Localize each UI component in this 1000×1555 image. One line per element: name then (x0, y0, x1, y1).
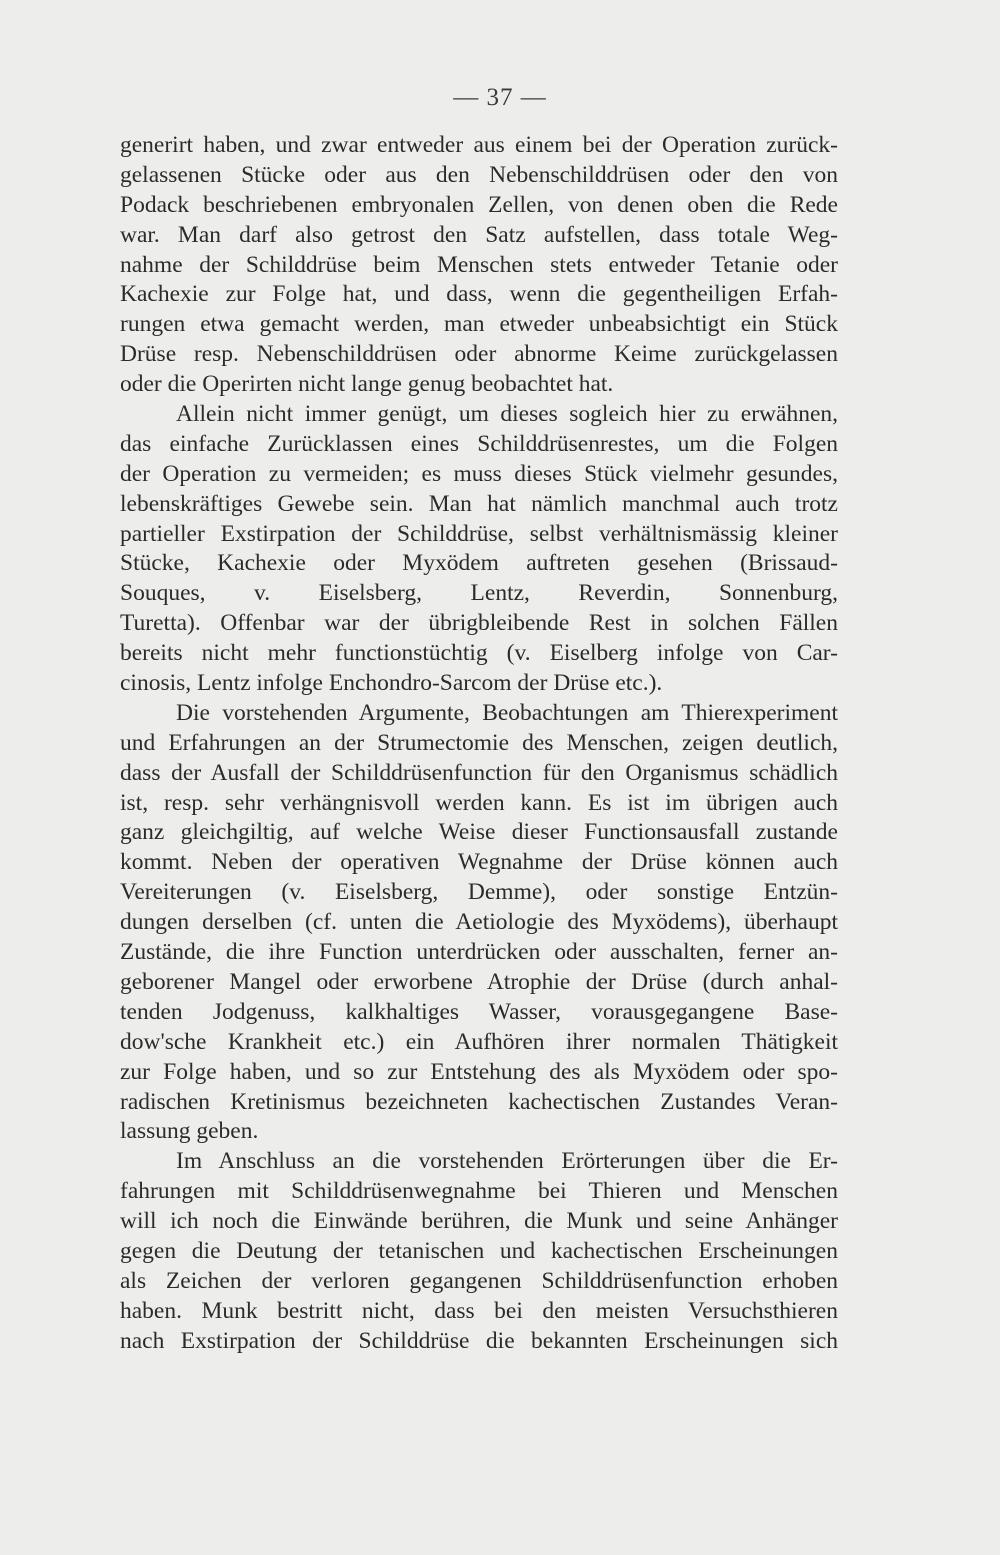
text-line: gegen die Deutung der tetanischen und kachectischen Erscheinungen (120, 1237, 838, 1264)
text-line: Drüse resp. Nebenschilddrüsen oder abnorme Keime zurückgelassen (120, 341, 838, 368)
text-line: tenden Jodgenuss, kalkhaltiges Wasser, vorausgegangene Base- (120, 998, 838, 1025)
text-line: nahme der Schilddrüse beim Menschen stets entweder Tetanie oder (120, 251, 838, 278)
text-line: Zustände, die ihre Function unterdrücken oder ausschalten, ferner an- (120, 939, 838, 966)
text-line: will ich noch die Einwände berühren, die Munk und seine Anhänger (120, 1208, 838, 1235)
text-line: lassung geben. (120, 1118, 259, 1145)
text-line: Souques, v. Eiselsberg, Lentz, Reverdin, Sonnenburg, (120, 580, 838, 607)
text-line: kommt. Neben der operativen Wegnahme der Drüse können auch (120, 849, 838, 876)
text-line: oder die Operirten nicht lange genug beobachtet hat. (120, 371, 614, 398)
text-line: dass der Ausfall der Schilddrüsenfunction für den Organismus schädlich (120, 759, 838, 786)
page-number: — 37 — (453, 84, 547, 111)
text-line: dow'sche Krankheit etc.) ein Aufhören ihrer normalen Thätigkeit (120, 1028, 838, 1055)
text-line: Podack beschriebenen embryonalen Zellen, von denen oben die Rede (120, 191, 838, 218)
text-line: der Operation zu vermeiden; es muss dieses Stück vielmehr gesundes, (120, 460, 838, 487)
text-line: war. Man darf also getrost den Satz aufstellen, dass totale Weg- (120, 221, 838, 248)
text-line: generirt haben, und zwar entweder aus einem bei der Operation zurück- (120, 132, 838, 158)
text-line: Vereiterungen (v. Eiselsberg, Demme), oder sonstige Entzün- (120, 879, 838, 906)
text-line: Kachexie zur Folge hat, und dass, wenn die gegentheiligen Erfah- (120, 281, 838, 308)
text-line: ganz gleichgiltig, auf welche Weise dieser Functionsausfall zustande (120, 819, 838, 846)
text-line: ist, resp. sehr verhängnisvoll werden kann. Es ist im übrigen auch (120, 789, 838, 816)
text-line: nach Exstirpation der Schilddrüse die bekannten Erscheinungen sich (120, 1327, 838, 1354)
text-line: partieller Exstirpation der Schilddrüse, selbst verhältnismässig kleiner (120, 520, 838, 547)
text-line: cinosis, Lentz infolge Enchondro-Sarcom der Drüse etc.). (120, 670, 663, 697)
text-line: das einfache Zurücklassen eines Schilddrüsenrestes, um die Folgen (120, 430, 838, 457)
text-line: als Zeichen der verloren gegangenen Schilddrüsenfunction erhoben (120, 1267, 838, 1294)
text-line: Die vorstehenden Argumente, Beobachtungen am Thierexperiment (176, 699, 838, 726)
text-line: gelassenen Stücke oder aus den Nebenschilddrüsen oder den von (120, 161, 838, 188)
body-text (120, 131, 838, 1357)
text-line: bereits nicht mehr functionstüchtig (v. Eiselberg infolge von Car- (120, 640, 838, 667)
text-line: Stücke, Kachexie oder Myxödem auftreten gesehen (Brissaud- (120, 550, 838, 577)
text-line: und Erfahrungen an der Strumectomie des Menschen, zeigen deutlich, (120, 729, 838, 756)
text-line: haben. Munk bestritt nicht, dass bei den meisten Versuchsthieren (120, 1297, 838, 1324)
text-line: Im Anschluss an die vorstehenden Erörterungen über die Er- (176, 1148, 838, 1175)
text-line: zur Folge haben, und so zur Entstehung des als Myxödem oder spo- (120, 1058, 838, 1085)
text-line: radischen Kretinismus bezeichneten kachectischen Zustandes Veran- (120, 1088, 838, 1115)
text-line: fahrungen mit Schilddrüsenwegnahme bei Thieren und Menschen (120, 1178, 838, 1205)
text-line: rungen etwa gemacht werden, man etweder unbeabsichtigt ein Stück (120, 311, 838, 338)
text-line: Allein nicht immer genügt, um dieses sogleich hier zu erwähnen, (176, 401, 838, 428)
text-line: dungen derselben (cf. unten die Aetiologie des Myxödems), überhaupt (120, 909, 838, 936)
text-line: geborener Mangel oder erworbene Atrophie der Drüse (durch anhal- (120, 968, 838, 995)
text-line: lebenskräftiges Gewebe sein. Man hat nämlich manchmal auch trotz (120, 490, 838, 517)
text-line: Turetta). Offenbar war der übrigbleibende Rest in solchen Fällen (120, 610, 838, 637)
